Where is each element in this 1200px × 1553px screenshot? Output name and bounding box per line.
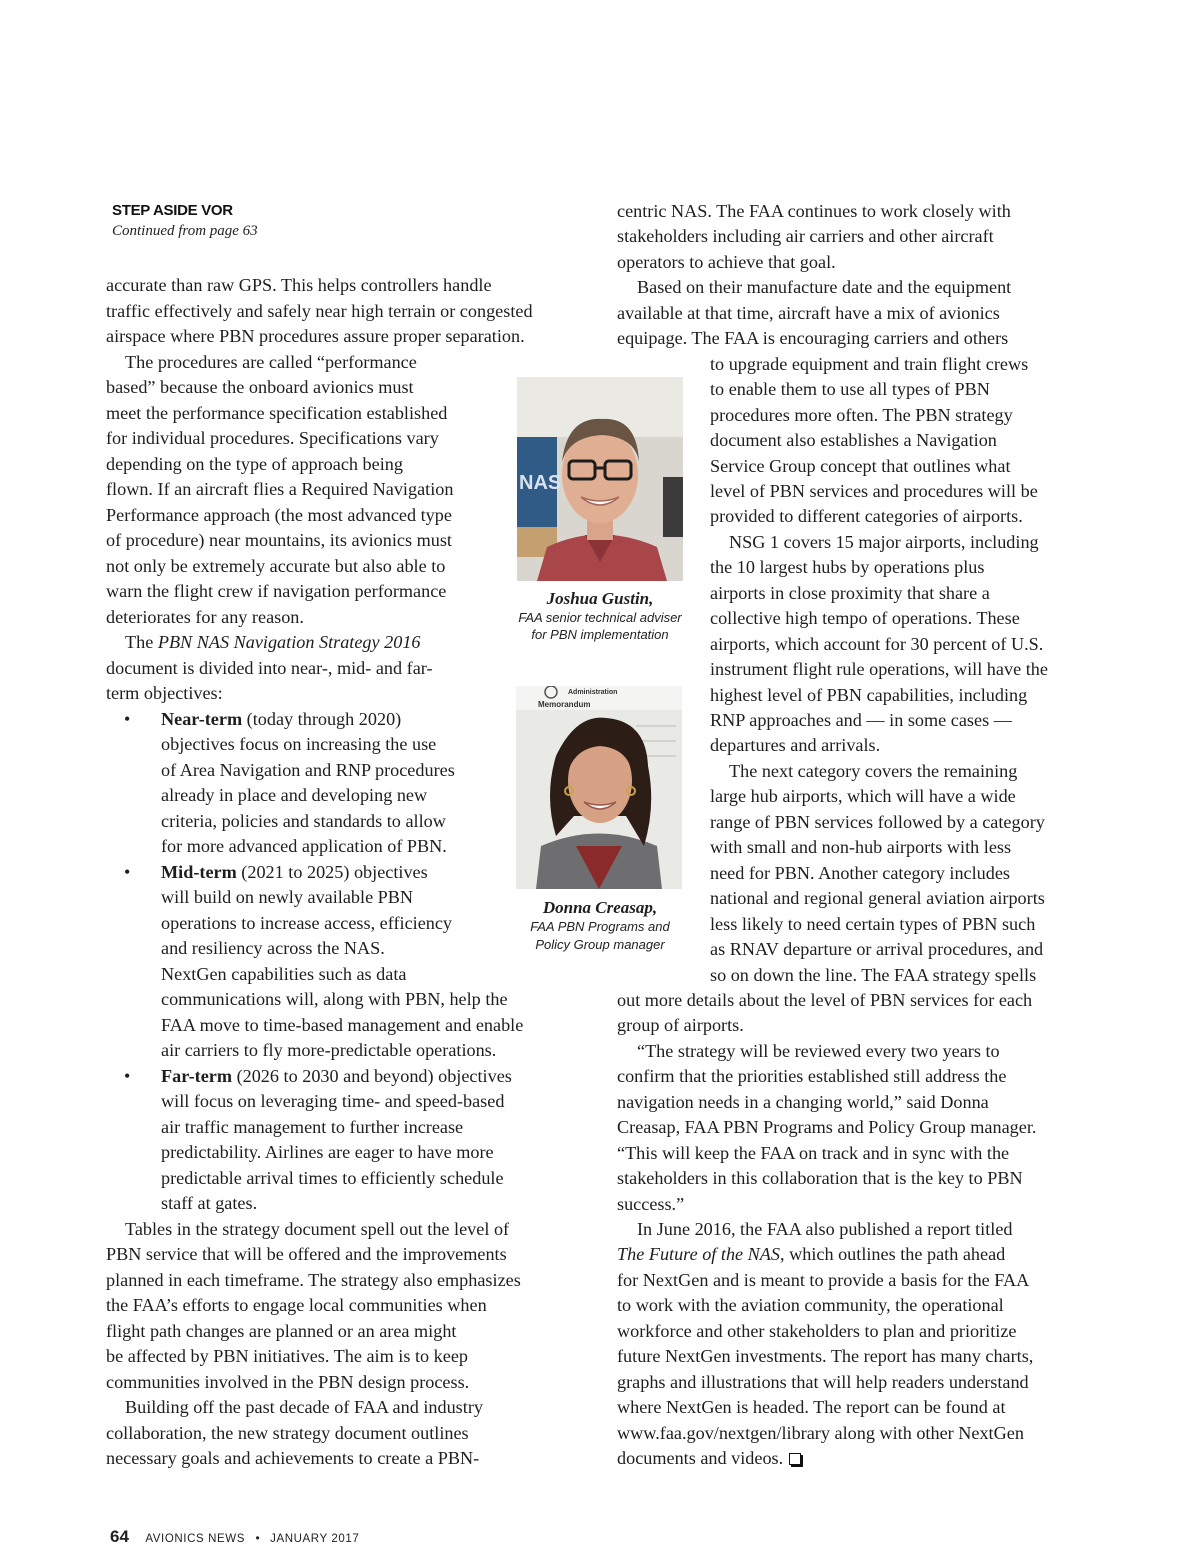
photo-caption-name-2: Donna Creasap,	[542, 898, 658, 917]
left-column-text-run: (2021 to 2025) objectives	[236, 861, 428, 882]
left-column-text-run: predictable arrival times to efficiently schedule	[161, 1167, 504, 1188]
right-column-text-run: as RNAV departure or arrival procedures, and	[710, 939, 1044, 960]
left-column-text-run: for more advanced application of PBN.	[161, 836, 447, 856]
page-number: 64	[110, 1527, 129, 1546]
right-column-text-run: large hub airports, which will have a wide	[710, 786, 1016, 807]
memo-title-text: Memorandum	[538, 700, 591, 709]
left-column-line	[161, 707, 401, 732]
left-column-line	[161, 1115, 463, 1140]
right-column-line	[637, 275, 1011, 300]
right-column-text-run: , which outlines the path ahead	[780, 1244, 1006, 1265]
left-column-line	[106, 375, 414, 400]
right-column-line	[637, 1039, 1000, 1064]
left-column-text-run: (2026 to 2030 and beyond) objectives	[232, 1065, 512, 1086]
right-column-text-run: future NextGen investments. The report has many charts,	[617, 1346, 1034, 1367]
left-column-line	[161, 1064, 512, 1089]
left-column-line	[106, 605, 304, 630]
right-column-text-run: departures and arrivals.	[710, 735, 881, 756]
left-column-text-run: document is divided into near-, mid- and far-	[106, 657, 433, 678]
photo-caption-role-1b: for PBN implementation	[531, 627, 669, 642]
right-column-line	[617, 1141, 1009, 1166]
right-column-line	[710, 454, 1011, 479]
right-column-line	[710, 657, 1048, 682]
right-column-text-run: highest level of PBN capabilities, including	[710, 684, 1028, 705]
left-column-text-run: of procedure) near mountains, its avionics must	[106, 530, 452, 550]
right-column-line	[617, 1090, 989, 1115]
right-column-text-run: confirm that the priorities established still address the	[617, 1066, 1007, 1087]
left-column-text-run: Tables in the strategy document spell out the level of	[125, 1218, 510, 1239]
left-column-line	[106, 503, 452, 528]
left-column-text-run: flown. If an aircraft flies a Required Navigation	[106, 479, 454, 499]
left-column-line	[106, 1344, 468, 1369]
left-column-text-run: operations to increase access, efficiency	[161, 912, 453, 933]
right-column-text-run: airports, which account for 30 percent of U.S.	[710, 633, 1044, 654]
right-column-text-run: Based on their manufacture date and the equipment	[637, 277, 1012, 298]
right-column-line	[710, 708, 1012, 733]
left-column-text-run: communities involved in the PBN design process.	[106, 1371, 470, 1392]
right-column-text-run: where NextGen is headed. The report can be found at	[617, 1397, 1006, 1418]
left-column-line	[161, 1089, 504, 1114]
left-column-text-run: collaboration, the new strategy document outlines	[106, 1422, 469, 1443]
left-column-text-run: will build on newly available PBN	[161, 887, 414, 907]
right-column-line	[617, 1395, 1006, 1420]
right-column-line	[710, 606, 1020, 631]
left-column-text-run: traffic effectively and safely near high terrain or congested	[106, 300, 533, 321]
right-column-text-run: instrument flight rule operations, will have the	[710, 659, 1048, 680]
left-column-text-run: air traffic management to further increase	[161, 1116, 464, 1137]
left-column-line	[125, 350, 417, 375]
right-column-line	[617, 1293, 1004, 1318]
right-column-line	[617, 1344, 1033, 1369]
right-column-text-run: need for PBN. Another category includes	[710, 862, 1011, 883]
page-footer	[110, 1527, 359, 1547]
right-column-line	[710, 861, 1010, 886]
photo-donna-creasap	[516, 686, 682, 889]
left-column-text-run: planned in each timeframe. The strategy also emphasizes	[106, 1269, 521, 1290]
magazine-name: AVIONICS NEWS	[145, 1533, 245, 1545]
right-column-text-run: “The strategy will be reviewed every two years to	[637, 1040, 1000, 1061]
left-column-text-run: meet the performance specification established	[106, 402, 448, 423]
left-column-text-run: Far-term	[161, 1065, 233, 1086]
right-column-text-run: so on down the line. The FAA strategy spells	[710, 964, 1037, 985]
poster-nas-text: NAS	[519, 472, 562, 494]
left-column-text-run: NextGen capabilities such as data	[161, 963, 407, 984]
right-column-line	[710, 428, 997, 453]
article-kicker: STEP ASIDE VOR	[112, 202, 233, 219]
right-column-line	[617, 301, 1000, 326]
left-column-text-run: flight path changes are planned or an area might	[106, 1320, 457, 1341]
right-column-text-run: graphs and illustrations that will help readers understand	[617, 1371, 1029, 1392]
right-column-line	[637, 1217, 1012, 1242]
left-column-line	[161, 1013, 523, 1038]
memo-header-text: Administration	[568, 689, 618, 696]
right-column-line	[710, 963, 1036, 988]
right-column-line	[729, 530, 1039, 555]
issue-date: JANUARY 2017	[270, 1533, 360, 1545]
left-column-text-run: Performance approach (the most advanced type	[106, 504, 452, 525]
right-column-text-run: “This will keep the FAA on track and in sync with the	[617, 1142, 1010, 1163]
left-column-text-run: (today through 2020)	[242, 708, 402, 729]
left-column-text-run: The	[125, 632, 158, 652]
right-column-line	[710, 403, 1013, 428]
left-column-line	[106, 1242, 507, 1267]
left-column-line	[106, 1319, 456, 1344]
left-column-text-run: air carriers to fly more-predictable operations.	[161, 1040, 497, 1060]
left-column-line	[161, 987, 508, 1012]
right-column-line	[617, 199, 1011, 224]
left-column-text-run: Mid-term	[161, 861, 237, 882]
right-column-text-run: with small and non-hub airports with less	[710, 837, 1012, 858]
left-column-line	[106, 579, 446, 604]
left-column-text-run: The procedures are called “performance	[125, 351, 417, 372]
right-column-text-run: equipage. The FAA is encouraging carriers and others	[617, 328, 1009, 349]
left-column-text-run: for individual procedures. Specifications vary	[106, 428, 439, 448]
right-column-line	[710, 377, 990, 402]
right-column-line	[617, 1115, 1036, 1140]
right-column-line	[710, 581, 990, 606]
left-column-line	[106, 554, 445, 579]
left-column-text-run: of Area Navigation and RNP procedures	[161, 759, 455, 780]
right-column-line	[710, 912, 1035, 937]
right-column-line	[617, 1064, 1006, 1089]
right-column-text-run: procedures more often. The PBN strategy	[710, 404, 1013, 425]
left-column-line	[125, 1217, 509, 1242]
right-column-text-run: the 10 largest hubs by operations plus	[710, 557, 985, 578]
left-column-line	[161, 1191, 257, 1216]
right-column-line	[710, 810, 1045, 835]
right-column-text-run: collective high tempo of operations. These	[710, 608, 1020, 629]
left-column-line	[161, 1166, 504, 1191]
right-column-line	[710, 632, 1043, 657]
left-column-line	[161, 834, 447, 859]
left-column-text-run: based” because the onboard avionics must	[106, 377, 414, 397]
left-column-text-run: not only be extremely accurate but also able to	[106, 555, 446, 576]
right-column-text-run: Creasap, FAA PBN Programs and Policy Group manager.	[617, 1117, 1037, 1138]
right-column-text-run: out more details about the level of PBN services for each	[617, 989, 1033, 1010]
right-column-text-run: document also establishes a Navigation	[710, 430, 997, 451]
left-column-text-run: warn the flight crew if navigation performance	[106, 581, 447, 601]
left-column-text-run: objectives focus on increasing the use	[161, 734, 437, 754]
left-column-line	[161, 885, 413, 910]
photo-caption-name-1: Joshua Gustin,	[546, 589, 654, 608]
left-column-text-run: communications will, along with PBN, help the	[161, 989, 508, 1009]
left-column-line	[106, 528, 452, 553]
right-column-text-run: success.”	[617, 1193, 685, 1214]
left-column-line	[161, 1038, 496, 1063]
left-column-line	[106, 401, 447, 426]
right-column-text-run: to work with the aviation community, the operational	[617, 1295, 1004, 1316]
right-column-line	[617, 250, 836, 275]
left-column-text-run: criteria, policies and standards to allow	[161, 810, 446, 831]
left-column-line	[106, 1370, 469, 1395]
left-column-line	[161, 732, 436, 757]
left-column-line	[106, 1293, 487, 1318]
right-column-line	[617, 1013, 744, 1038]
right-column-text-run: airports in close proximity that share a	[710, 582, 990, 603]
left-column-line	[161, 860, 428, 885]
right-column-text-run: operators to achieve that goal.	[617, 251, 836, 272]
right-column-text-run: national and regional general aviation airports	[710, 888, 1045, 909]
right-column-text-run: stakeholders including air carriers and other aircraft	[617, 226, 994, 247]
left-column-text-run: staff at gates.	[161, 1193, 258, 1213]
right-column-line	[617, 988, 1032, 1013]
photo-caption-role-1a: FAA senior technical adviser	[518, 610, 682, 625]
right-column-line	[617, 326, 1008, 351]
right-column-line	[617, 1242, 1005, 1267]
left-column-line	[106, 299, 533, 324]
right-column-text-run: www.faa.gov/nextgen/library along with other NextGen	[617, 1422, 1024, 1443]
left-column-text-run: predictability. Airlines are eager to have more	[161, 1142, 494, 1162]
right-column-line	[710, 937, 1043, 962]
left-column-line	[106, 1446, 479, 1471]
right-column-line	[617, 1370, 1029, 1395]
right-column-text-run: navigation needs in a changing world,” said Donna	[617, 1091, 989, 1112]
left-column-text-run: PBN service that will be offered and the improvements	[106, 1244, 507, 1264]
left-column-text-run: depending on the type of approach being	[106, 453, 403, 474]
right-column-line	[710, 555, 984, 580]
left-column-line	[161, 758, 455, 783]
left-column-line	[161, 809, 446, 834]
left-column-text-run: already in place and developing new	[161, 785, 428, 805]
left-column-text-run: accurate than raw GPS. This helps controllers handle	[106, 275, 492, 295]
left-column-line	[106, 1421, 469, 1446]
left-column-text-run: term objectives:	[106, 683, 223, 703]
left-column-text-run: deteriorates for any reason.	[106, 606, 304, 627]
right-column-line	[617, 1446, 801, 1471]
left-column-text-run: Near-term	[161, 708, 243, 729]
left-column-line	[106, 1268, 521, 1293]
left-column-line	[106, 324, 525, 349]
photo-caption-role-2b: Policy Group manager	[535, 937, 665, 952]
right-column-line	[710, 784, 1016, 809]
right-column-text-run: for NextGen and is meant to provide a basis for the FAA	[617, 1269, 1030, 1290]
right-column-text-run: documents and videos.	[617, 1448, 784, 1469]
right-column-text-run: In June 2016, the FAA also published a report titled	[637, 1219, 1013, 1239]
left-column-text-run: FAA move to time-based management and enable	[161, 1014, 524, 1035]
left-column-line	[161, 783, 427, 808]
left-column-line	[106, 426, 439, 451]
right-column-line	[617, 224, 994, 249]
left-column-line	[161, 911, 452, 936]
left-column-text-run: be affected by PBN initiatives. The aim is to keep	[106, 1346, 468, 1366]
photo-joshua-gustin	[517, 377, 683, 581]
end-of-article-icon	[789, 1453, 801, 1465]
right-column-text-run: level of PBN services and procedures will be	[710, 480, 1038, 501]
left-column-line	[106, 477, 453, 502]
photo-caption-role-2a: FAA PBN Programs and	[530, 919, 670, 934]
bullet-marker: •	[124, 1065, 131, 1086]
left-column-text-run: will focus on leveraging time- and speed-based	[161, 1091, 505, 1111]
right-column-line	[617, 1166, 1023, 1191]
left-column-line	[106, 452, 403, 477]
right-column-text-run: Service Group concept that outlines what	[710, 455, 1011, 476]
right-column-line	[617, 1319, 1016, 1344]
left-column-text-run: the FAA’s efforts to engage local communities when	[106, 1295, 487, 1315]
right-column-text-run: provided to different categories of airports.	[710, 506, 1023, 527]
right-column-line	[617, 1192, 684, 1217]
left-column-text-run: and resiliency across the NAS.	[161, 938, 385, 958]
right-column-text-run: to upgrade equipment and train flight crews	[710, 353, 1029, 374]
right-column-text-run: The next category covers the remaining	[729, 760, 1018, 781]
bullet-marker: •	[124, 708, 131, 729]
right-column-text-run: NSG 1 covers 15 major airports, including	[729, 531, 1039, 552]
right-column-text-run: range of PBN services followed by a category	[710, 811, 1045, 832]
left-column-text-run: PBN NAS Navigation Strategy 2016	[157, 632, 421, 652]
right-column-text-run: workforce and other stakeholders to plan and prioritize	[617, 1320, 1017, 1341]
right-column-text-run: available at that time, aircraft have a mix of avionics	[617, 302, 1000, 323]
right-column-line	[729, 759, 1017, 784]
right-column-text-run: less likely to need certain types of PBN such	[710, 913, 1036, 934]
left-column-line	[106, 656, 433, 681]
right-column-line	[710, 886, 1045, 911]
left-column-line	[161, 1140, 494, 1165]
right-column-line	[710, 733, 880, 758]
footer-separator: •	[255, 1531, 260, 1545]
right-column-text-run: to enable them to use all types of PBN	[710, 379, 990, 400]
right-column-text-run: group of airports.	[617, 1015, 744, 1036]
left-column-text-run: necessary goals and achievements to create a PBN-	[106, 1448, 480, 1468]
portrait-illustration	[517, 377, 683, 581]
left-column-text-run: airspace where PBN procedures assure proper separation.	[106, 326, 525, 346]
portrait-illustration	[516, 686, 682, 889]
right-column-line	[710, 352, 1028, 377]
left-column-line	[161, 962, 406, 987]
right-column-text-run: RNP approaches and — in some cases —	[710, 710, 1012, 730]
right-column-line	[710, 479, 1038, 504]
left-column-line	[106, 273, 492, 298]
bullet-marker: •	[124, 861, 131, 882]
right-column-line	[710, 835, 1011, 860]
right-column-text-run: stakeholders in this collaboration that is the key to PBN	[617, 1168, 1023, 1189]
right-column-text-run: The Future of the NAS	[617, 1244, 780, 1265]
left-column-line	[125, 1395, 483, 1420]
right-column-line	[710, 683, 1027, 708]
right-column-text-run: centric NAS. The FAA continues to work closely with	[617, 201, 1011, 221]
right-column-line	[710, 504, 1023, 529]
left-column-line	[161, 936, 385, 961]
continued-note: Continued from page 63	[112, 223, 258, 239]
left-column-line	[106, 681, 223, 706]
left-column-line	[125, 630, 421, 655]
left-column-text-run: Building off the past decade of FAA and industry	[125, 1397, 483, 1417]
right-column-line	[617, 1268, 1029, 1293]
right-column-line	[617, 1421, 1024, 1446]
